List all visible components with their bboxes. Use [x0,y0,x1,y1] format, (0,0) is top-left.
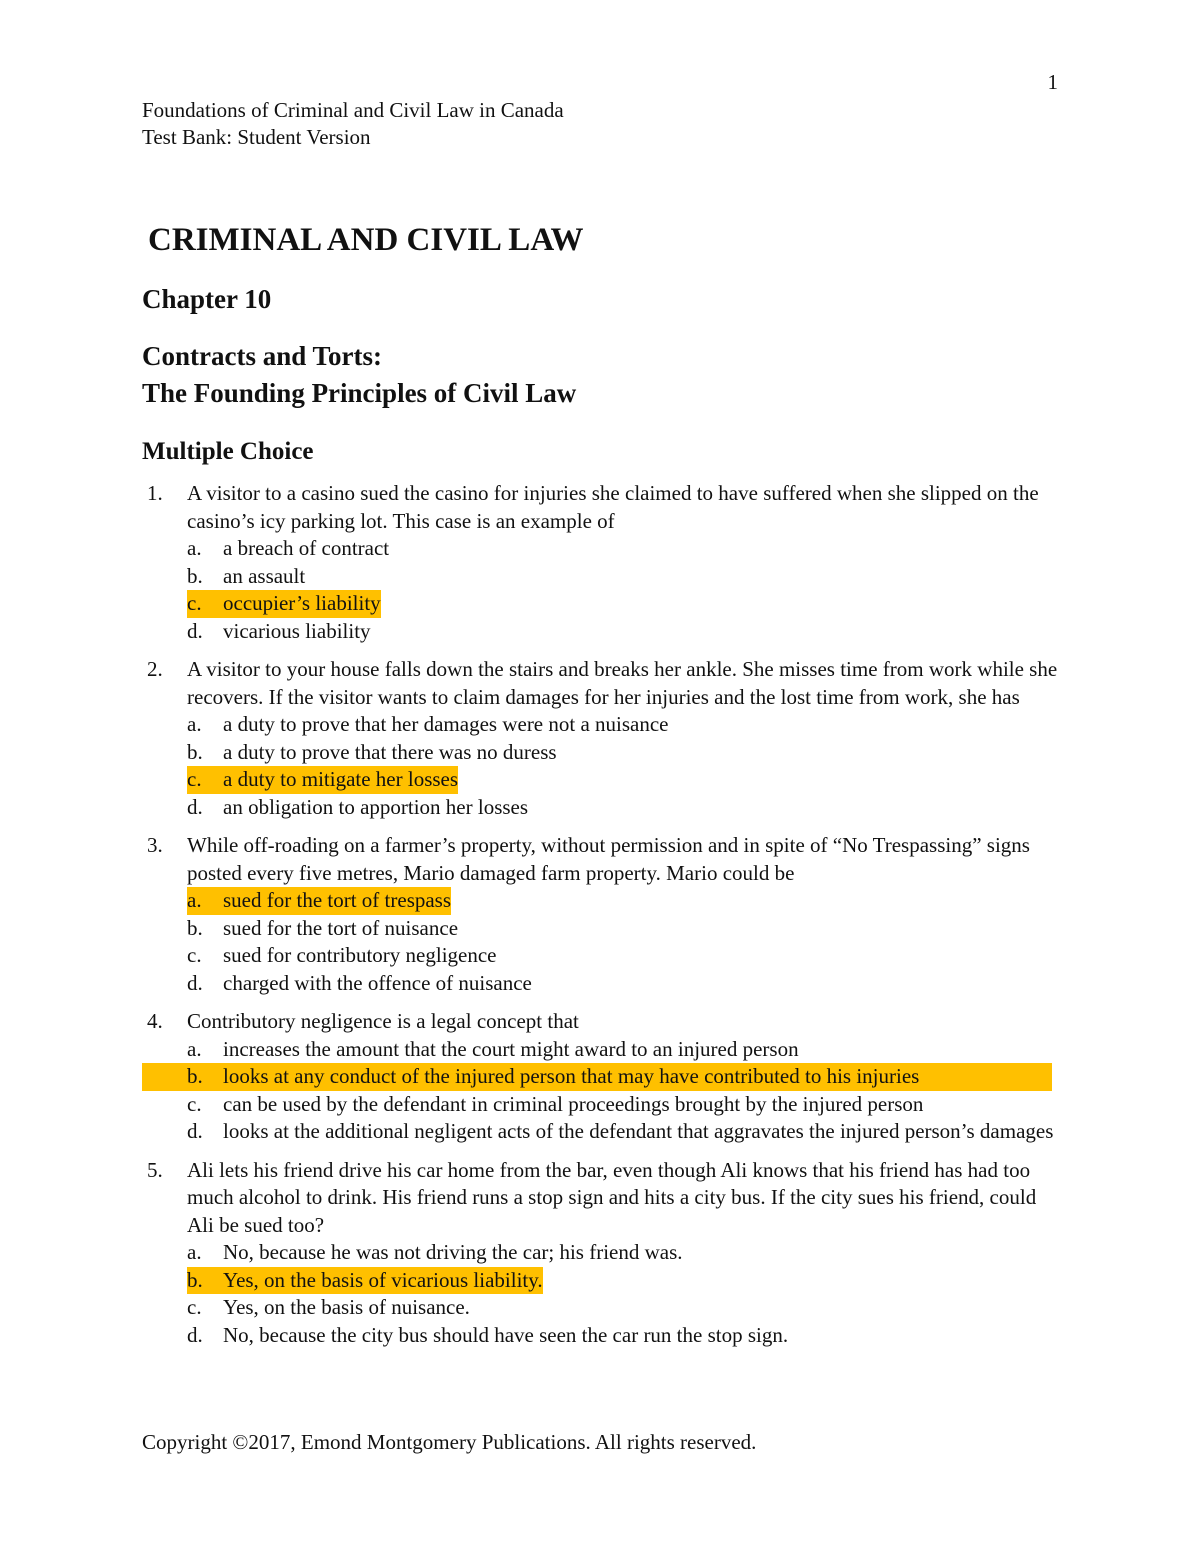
chapter-title-line-2: The Founding Principles of Civil Law [142,378,577,408]
question-number: 4. [147,1009,163,1033]
option-text: a duty to mitigate her losses [223,766,458,794]
option-letter: b. [187,915,203,940]
option-d [187,1322,1062,1350]
option-letter: c. [187,590,223,618]
question-number: 5. [147,1157,163,1182]
option-letter: d. [187,794,203,819]
option-text: No, because he was not driving the car; his friend was. [223,1240,683,1264]
option-text: a breach of contract [223,536,390,560]
option-letter: b. [187,1267,223,1295]
option-text: a duty to prove that there was no duress [223,739,557,764]
question-list [142,480,1062,1360]
option-letter: c. [187,943,202,967]
option-list [142,1036,1062,1146]
option-a [187,1036,1062,1064]
option-d [187,1118,1062,1146]
question-1 [142,480,1062,645]
question-number: 3. [147,833,163,857]
option-a-correct-answer [187,887,1062,915]
question-5 [142,1157,1062,1350]
option-letter: b. [187,563,203,588]
option-text: charged with the offence of nuisance [223,970,532,995]
option-b-correct-answer [187,1267,1062,1295]
header-book-title: Foundations of Criminal and Civil Law in Canada [142,98,564,122]
copyright-footer: Copyright ©2017, Emond Montgomery Publications. All rights reserved. [142,1430,757,1454]
question-number: 2. [147,657,163,681]
document-title: CRIMINAL AND CIVIL LAW [148,222,584,258]
option-letter: d. [187,1322,203,1347]
option-d [187,970,1062,998]
option-d [187,794,1062,822]
chapter-title [142,338,576,412]
header-version: Test Bank: Student Version [142,125,371,149]
option-text: occupier’s liability [223,590,381,618]
option-b [187,739,1062,767]
question-2 [142,656,1062,821]
option-c [187,942,1062,970]
option-letter: a. [187,1240,202,1264]
option-letter: b. [187,739,203,764]
option-text: Yes, on the basis of vicarious liability. [223,1267,543,1295]
question-text: Contributory negligence is a legal concept that [187,1009,579,1033]
option-letter: d. [187,618,203,643]
option-b [187,915,1062,943]
option-list [142,887,1062,997]
option-letter: c. [187,1295,202,1319]
option-a [187,535,1062,563]
option-letter: a. [187,887,223,915]
option-c [187,1294,1062,1322]
option-text: No, because the city bus should have seen the car run the stop sign. [223,1322,789,1347]
question-text: A visitor to a casino sued the casino for injuries she claimed to have suffered when she slipped on the casino’s icy parking lot. This case is an example of [187,481,1039,533]
option-letter: d. [187,1119,203,1143]
question-number: 1. [147,481,163,505]
option-text: looks at any conduct of the injured person that may have contributed to his injuries [223,1064,920,1088]
option-letter: a. [187,536,202,560]
page-number: 1 [1047,70,1058,94]
question-text: While off-roading on a farmer’s property, without permission and in spite of “No Trespassing” signs posted every five metres, Mario damaged farm property. Mario could be [187,833,1030,885]
option-list [142,711,1062,821]
option-text: Yes, on the basis of nuisance. [223,1295,470,1319]
option-text: can be used by the defendant in criminal proceedings brought by the injured person [223,1091,924,1116]
option-text: sued for contributory negligence [223,943,497,967]
chapter-title-line-1: Contracts and Torts: [142,341,383,371]
section-heading: Multiple Choice [142,438,314,465]
option-text: vicarious liability [223,618,371,643]
option-letter: c. [187,766,223,794]
option-letter: c. [187,1091,202,1116]
option-text: looks at the additional negligent acts of the defendant that aggravates the injured person’s damages [223,1119,1054,1143]
option-letter: a. [187,712,202,736]
option-letter: a. [187,1036,202,1061]
option-letter: d. [187,970,203,995]
option-b [187,563,1062,591]
option-a [187,1239,1062,1267]
option-list [142,1239,1062,1349]
question-3 [142,832,1062,997]
option-c-correct-answer [187,766,1062,794]
option-text: an assault [223,563,306,588]
option-a [187,711,1062,739]
option-c-correct-answer [187,590,1062,618]
option-text: increases the amount that the court might award to an injured person [223,1036,799,1061]
question-text: A visitor to your house falls down the stairs and breaks her ankle. She misses time from work while she recovers. If the visitor wants to claim damages for her injuries and the lost time from work, she has [187,657,1058,709]
document-header [142,97,564,151]
option-b-correct-answer [142,1063,1052,1091]
option-text: a duty to prove that her damages were not a nuisance [223,712,669,736]
option-text: sued for the tort of nuisance [223,915,459,940]
option-list [142,535,1062,645]
question-text: Ali lets his friend drive his car home from the bar, even though Ali knows that his friend has had too much alcohol to drink. His friend runs a stop sign and hits a city bus. If the city sues his friend, could Ali be sued too? [187,1157,1037,1237]
option-c [187,1091,1062,1119]
chapter-number: Chapter 10 [142,284,272,314]
question-4 [142,1008,1062,1146]
option-text: sued for the tort of trespass [223,887,451,915]
option-text: an obligation to apportion her losses [223,794,529,819]
option-letter: b. [187,1064,203,1088]
option-d [187,618,1062,646]
